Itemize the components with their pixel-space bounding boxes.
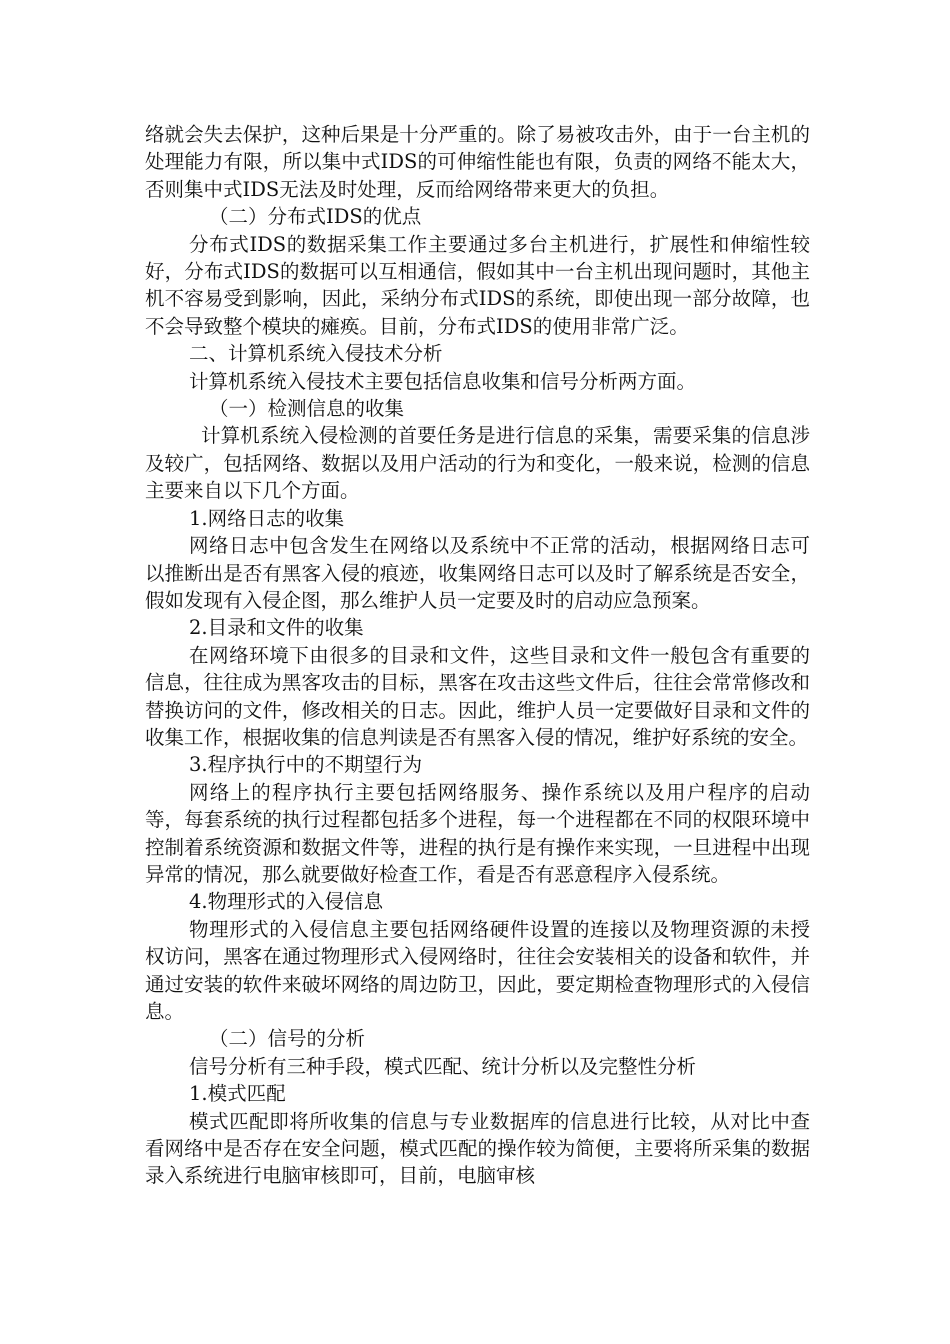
paragraph-intrusion-overview: 计算机系统入侵技术主要包括信息收集和信号分析两方面。 [189,369,697,393]
heading-intrusion-technology-analysis: 二、计算机系统入侵技术分析 [189,342,443,366]
item-heading-unexpected-behavior: 3.程序执行中的不期望行为 [189,753,423,777]
paragraph-signal-analysis: 信号分析有三种手段，模式匹配、统计分析以及完整性分析 [189,1054,697,1078]
item-heading-pattern-matching: 1.模式匹配 [189,1082,286,1106]
paragraph-unexpected-behavior: 网络上的程序执行主要包括网络服务、操作系统以及用户程序的启动等，每套系统的执行过程都包括多个进程，每一个进程都在不同的权限环境中控制着系统资源和数据文件等，进程的执行是有操作来实现，一旦进程中出现异常的情况，那么就要做好检查工作，看是否有恶意程序入侵系统。 [145,780,810,886]
paragraph-network-logs: 网络日志中包含发生在网络以及系统中不正常的活动，根据网络日志可以推断出是否有黑客入侵的痕迹，收集网络日志可以及时了解系统是否安全，假如发现有入侵企图，那么维护人员一定要及时的启动应急预案。 [145,534,810,612]
subheading-signal-analysis: （二）信号的分析 [209,1027,366,1051]
paragraph-physical-intrusion: 物理形式的入侵信息主要包括网络硬件设置的连接以及物理资源的未授权访问，黑客在通过物理形式入侵网络时，往往会安装相关的设备和软件，并通过安装的软件来破坏网络的周边防卫，因此，要定期检查物理形式的入侵信息。 [145,917,810,1023]
subheading-detection-info-collection: （一）检测信息的收集 [209,397,405,421]
subheading-distributed-ids-advantages: （二）分布式IDS的优点 [209,205,422,229]
item-heading-physical-intrusion: 4.物理形式的入侵信息 [189,890,384,914]
paragraph-centralized-ids-drawbacks: 络就会失去保护，这种后果是十分严重的。除了易被攻击外，由于一台主机的处理能力有限，所以集中式IDS的可伸缩性能也有限，负责的网络不能太大，否则集中式IDS无法及时处理，反而给网络带来更大的负担。 [145,123,810,201]
paragraph-directories-files: 在网络环境下由很多的目录和文件，这些目录和文件一般包含有重要的信息，往往成为黑客攻击的目标，黑客在攻击这些文件后，往往会常常修改和替换访问的文件，修改相关的日志。因此，维护人员一定要做好目录和文件的收集工作，根据收集的信息判读是否有黑客入侵的情况，维护好系统的安全。 [145,643,810,749]
item-heading-directories-files: 2.目录和文件的收集 [189,616,364,640]
paragraph-info-collection: 计算机系统入侵检测的首要任务是进行信息的采集，需要采集的信息涉及较广，包括网络、数据以及用户活动的行为和变化，一般来说，检测的信息主要来自以下几个方面。 [145,424,810,503]
paragraph-distributed-ids: 分布式IDS的数据采集工作主要通过多台主机进行，扩展性和伸缩性较好，分布式IDS的数据可以互相通信，假如其中一台主机出现问题时，其他主机不容易受到影响，因此，采纳分布式IDS的系统，即使出现一部分故障，也不会导致整个模块的瘫痪。目前，分布式IDS的使用非常广泛。 [145,232,810,338]
item-heading-network-logs: 1.网络日志的收集 [189,506,345,530]
paragraph-pattern-matching: 模式匹配即将所收集的信息与专业数据库的信息进行比较，从对比中查看网络中是否存在安全问题，模式匹配的操作较为简便，主要将所采集的数据录入系统进行电脑审核即可，目前，电脑审核 [145,1109,810,1188]
document-page [145,121,810,1190]
